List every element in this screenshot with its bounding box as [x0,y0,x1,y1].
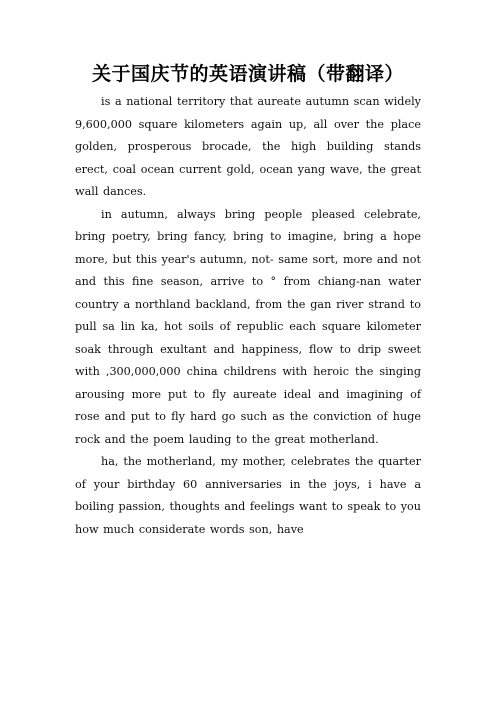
paragraph-3: ha, the motherland, my mother, celebrates the quarter of your birthday 60 anniversaries in the joys, i have a boiling passion, thoughts and feelings want to speak to you how much considerate words son, have [75,455,421,536]
document-body [75,91,421,541]
paragraph-1: is a national territory that aureate autumn scan widely 9,600,000 square kilometers again up, all over the place golden, prosperous brocade, the high building stands erect, coal ocean current gold, ocean yang wave, the great wall dances. [75,95,421,198]
document-title: 关于国庆节的英语演讲稿（带翻译） [91,63,404,85]
paragraph-2: in autumn, always bring people pleased celebrate, bring poetry, bring fancy, bring to imagine, bring a hope more, but this year's autumn, not- same sort, more and not and this fine season, arrive to ° from chiang-nan water country a northland backland, from the gan river strand to pull sa lin ka, hot soils of republic each square kilometer soak through exultant and happiness, flow to drip sweet with ,300,000,000 china childrens with heroic the singing arousing more put to fly aureate ideal and imagining of rose and put to fly hard go such as the conviction of huge rock and the poem lauding to the great motherland. [75,207,421,446]
